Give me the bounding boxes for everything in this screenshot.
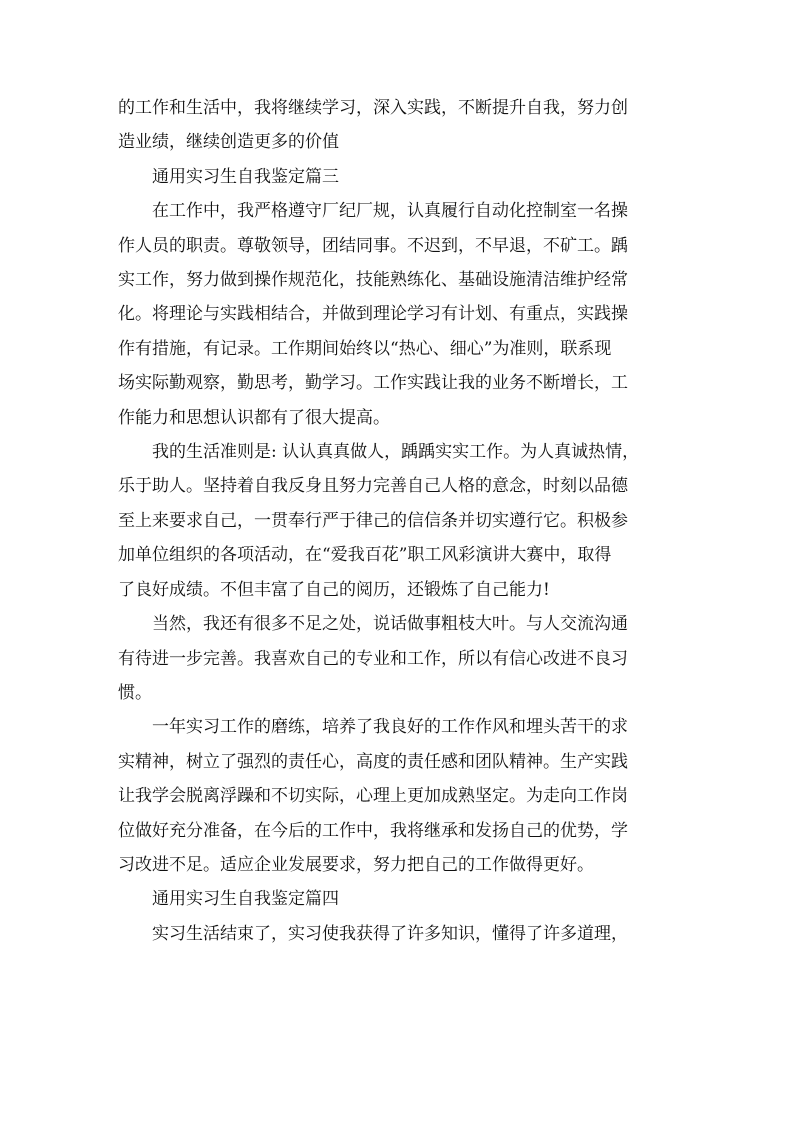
paragraph-work-conduct [118,194,678,435]
heading-text: 通用实习生自我鉴定篇四 [152,889,339,910]
text-line: 在工作中，我严格遵守厂纪厂规，认真履行自动化控制室一名操 [152,201,628,222]
text-line: 当然，我还有很多不足之处，说话做事粗枝大叶。与人交流沟通 [152,614,628,635]
text-line: 有待进一步完善。我喜欢自己的专业和工作，所以有信心改进不良习 [118,648,628,669]
text-line: 实习生活结束了，实习使我获得了许多知识，懂得了许多道理， [152,923,628,944]
document-body [118,91,678,951]
text-line: 惯。 [118,682,152,703]
paragraph-continuation [118,91,678,160]
text-line: 加单位组织的各项活动，在“爱我百花”职工风彩演讲大赛中，取得 [118,545,612,566]
text-line: 了良好成绩。不但丰富了自己的阅历，还锻炼了自己能力! [118,579,550,600]
heading-text: 通用实习生自我鉴定篇三 [152,166,339,187]
paragraph-life-principles [118,435,678,607]
text-line: 实工作，努力做到操作规范化，技能熟练化、基础设施清洁维护经常 [118,270,628,291]
text-line: 至上来要求自己，一贯奉行严于律己的信信条并切实遵行它。积极参 [118,510,628,531]
text-line: 一年实习工作的磨练，培养了我良好的工作作风和埋头苦干的求 [152,717,628,738]
text-line: 作有措施，有记录。工作期间始终以“热心、细心”为准则，联系现 [118,338,612,359]
text-line: 造业绩，继续创造更多的价值 [118,132,339,153]
paragraph-part-four-intro [118,917,678,951]
text-line: 化。将理论与实践相结合，并做到理论学习有计划、有重点，实践操 [118,304,628,325]
text-line: 实精神，树立了强烈的责任心，高度的责任感和团队精神。生产实践 [118,751,628,772]
text-line: 场实际勤观察，勤思考，勤学习。工作实践让我的业务不断增长，工 [118,373,628,394]
text-line: 让我学会脱离浮躁和不切实际，心理上更加成熟坚定。为走向工作岗 [118,786,628,807]
text-line: 的工作和生活中，我将继续学习，深入实践，不断提升自我，努力创 [118,98,628,118]
text-line: 乐于助人。坚持着自我反身且努力完善自己人格的意念，时刻以品德 [118,476,628,497]
paragraph-internship-summary [118,710,678,882]
text-line: 位做好充分准备，在今后的工作中，我将继承和发扬自己的优势，学 [118,820,628,841]
text-line: 习改进不足。适应企业发展要求，努力把自己的工作做得更好。 [118,854,594,875]
text-line: 我的生活准则是: 认认真真做人，踽踽实实工作。为人真诚热情， [152,442,640,463]
text-line: 作人员的职责。尊敬领导，团结同事。不迟到，不早退，不矿工。踽 [118,235,628,256]
paragraph-shortcomings [118,607,678,710]
text-line: 作能力和思想认识都有了很大提高。 [118,407,390,428]
section-heading-part-three [118,160,678,194]
section-heading-part-four [118,882,678,916]
